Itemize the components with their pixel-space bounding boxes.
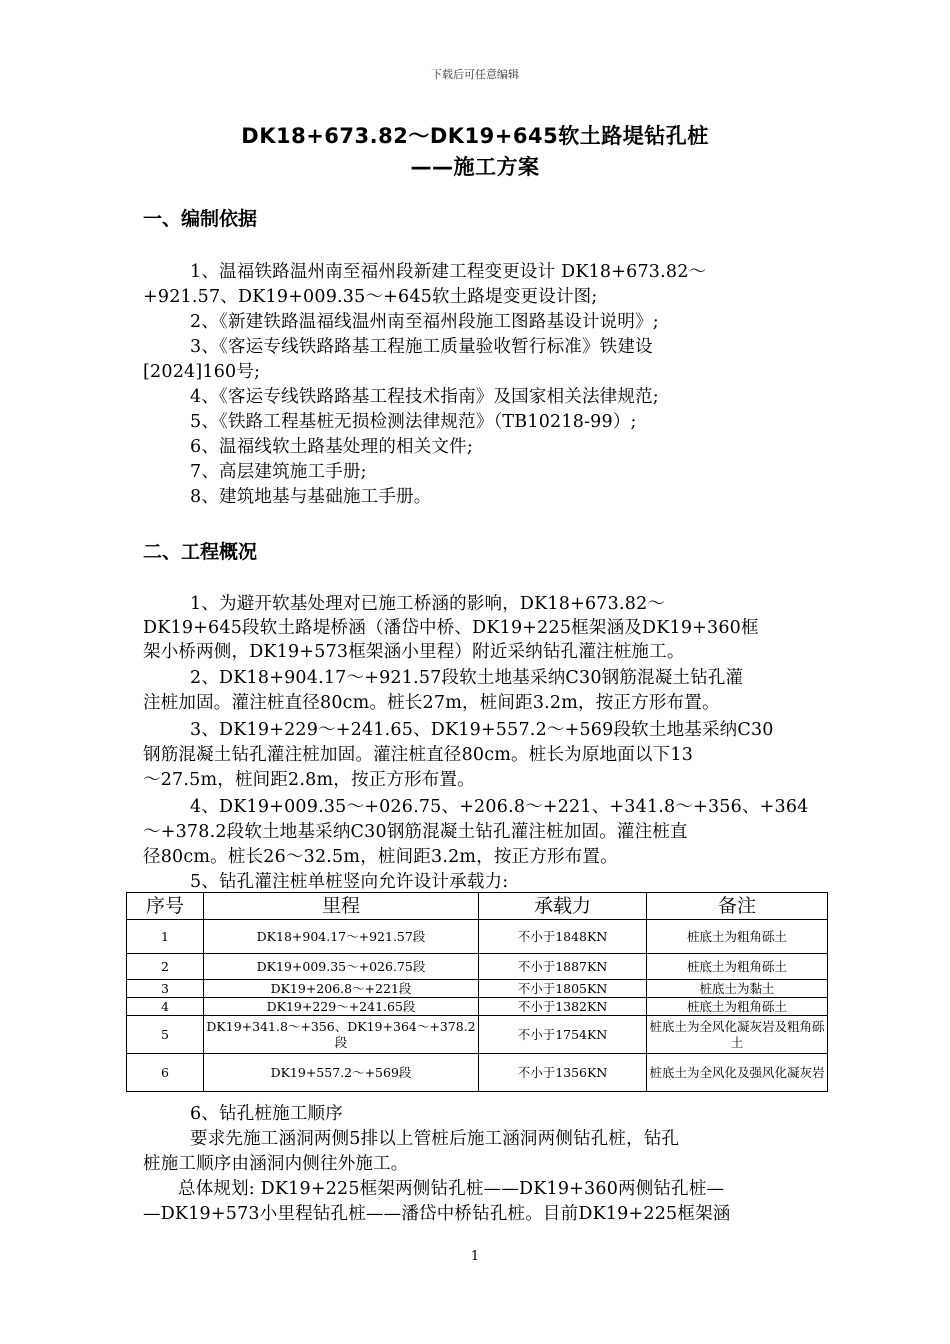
paragraph-line: 径80cm。桩长26～32.5m，桩间距3.2m，按正方形布置。: [143, 847, 618, 867]
cell-no: 6: [127, 1054, 204, 1092]
cell-mileage: DK19+557.2～+569段: [204, 1054, 479, 1092]
cell-note: 桩底土为粗角砾土: [647, 954, 828, 980]
cell-no: 2: [127, 954, 204, 980]
header-capacity: 承载力: [479, 893, 647, 920]
paragraph-line: 钢筋混凝土钻孔灌注桩加固。灌注桩直径80cm。桩长为原地面以下13: [143, 745, 694, 765]
cell-no: 4: [127, 998, 204, 1016]
table-row: [127, 980, 828, 998]
paragraph-line: 8、建筑地基与基础施工手册。: [190, 487, 432, 507]
cell-mileage: DK19+206.8～+221段: [204, 980, 479, 998]
paragraph-line: 7、高层建筑施工手册;: [190, 462, 367, 482]
paragraph-line: ～27.5m，桩间距2.8m，按正方形布置。: [143, 770, 475, 790]
cell-capacity: 不小于1887KN: [479, 954, 647, 980]
cell-capacity: 不小于1805KN: [479, 980, 647, 998]
cell-mileage: DK18+904.17～+921.57段: [204, 920, 479, 954]
paragraph-line: 1、温福铁路温州南至福州段新建工程变更设计 DK18+673.82～: [190, 262, 707, 282]
paragraph-line: 桩施工顺序由涵洞内侧往外施工。: [143, 1154, 409, 1174]
cell-capacity: 不小于1356KN: [479, 1054, 647, 1092]
paragraph-line: 6、钻孔桩施工顺序: [190, 1104, 343, 1124]
paragraph-line: 2、DK18+904.17～+921.57段软土地基采纳C30钢筋混凝土钻孔灌: [190, 668, 744, 688]
cell-no: 5: [127, 1016, 204, 1054]
paragraph-line: 要求先施工涵洞两侧5排以上管桩后施工涵洞两侧钻孔桩，钻孔: [190, 1129, 680, 1149]
cell-note: 桩底土为全风化凝灰岩及粗角砾土: [647, 1016, 828, 1054]
cell-note: 桩底土为粗角砾土: [647, 998, 828, 1016]
paragraph-line: 3、DK19+229～+241.65、DK19+557.2～+569段软土地基采纳C30: [190, 720, 774, 740]
paragraph-line: 4、《客运专线铁路路基工程技术指南》及国家相关法律规范;: [190, 387, 659, 407]
cell-mileage: DK19+341.8～+356、DK19+364～+378.2段: [204, 1016, 479, 1054]
table-row: [127, 1016, 828, 1054]
cell-no: 1: [127, 920, 204, 954]
paragraph-line: +921.57、DK19+009.35～+645软土路堤变更设计图;: [143, 287, 598, 307]
paragraph-line: 6、温福线软土路基处理的相关文件;: [190, 437, 473, 457]
cell-mileage: DK19+229～+241.65段: [204, 998, 479, 1016]
paragraph-line: 架小桥两侧，DK19+573框架涵小里程）附近采纳钻孔灌注桩施工。: [143, 642, 685, 662]
header-mileage: 里程: [204, 893, 479, 920]
header-note: 备注: [647, 893, 828, 920]
table-row: [127, 998, 828, 1016]
paragraph-line: 1、为避开软基处理对已施工桥涵的影响，DK18+673.82～: [190, 594, 666, 614]
cell-capacity: 不小于1848KN: [479, 920, 647, 954]
table-row: [127, 1054, 828, 1092]
paragraph-line: 5、钻孔灌注桩单桩竖向允许设计承载力:: [190, 872, 509, 892]
paragraph-line: ～+378.2段软土地基采纳C30钢筋混凝土钻孔灌注桩加固。灌注桩直: [143, 822, 688, 842]
paragraph-line: DK19+645段软土路堤桥涵（潘岱中桥、DK19+225框架涵及DK19+360框: [143, 618, 759, 638]
cell-capacity: 不小于1382KN: [479, 998, 647, 1016]
table-row: [127, 920, 828, 954]
document-subtitle: ——施工方案: [410, 155, 540, 179]
table-row: [127, 954, 828, 980]
page-number: 1: [470, 1249, 480, 1264]
cell-note: 桩底土为全风化及强风化凝灰岩: [647, 1054, 828, 1092]
paragraph-line: —DK19+573小里程钻孔桩——潘岱中桥钻孔桩。目前DK19+225框架涵: [143, 1204, 731, 1224]
cell-note: 桩底土为黏土: [647, 980, 828, 998]
cell-mileage: DK19+009.35～+026.75段: [204, 954, 479, 980]
paragraph-line: 4、DK19+009.35～+026.75、+206.8～+221、+341.8～+356、+364: [190, 797, 809, 817]
header-note: 下载后可任意编辑: [431, 68, 519, 81]
paragraph-line: 2、《新建铁路温福线温州南至福州段施工图路基设计说明》;: [190, 312, 659, 332]
cell-no: 3: [127, 980, 204, 998]
paragraph-line: 注桩加固。灌注桩直径80cm。桩长27m，桩间距3.2m，按正方形布置。: [143, 693, 720, 713]
paragraph-line: 3、《客运专线铁路路基工程施工质量验收暂行标准》铁建设: [190, 337, 653, 357]
header-no: 序号: [127, 893, 204, 920]
table-header-row: [127, 893, 828, 920]
section-heading-overview: 二、工程概况: [143, 541, 258, 563]
cell-note: 桩底土为粗角砾土: [647, 920, 828, 954]
paragraph-line: [2024]160号;: [143, 362, 261, 382]
paragraph-line: 总体规划: DK19+225框架两侧钻孔桩——DK19+360两侧钻孔桩—: [178, 1179, 725, 1199]
section-heading-basis: 一、编制依据: [143, 208, 258, 230]
bearing-capacity-table: [126, 892, 828, 1092]
cell-capacity: 不小于1754KN: [479, 1016, 647, 1054]
paragraph-line: 5、《铁路工程基桩无损检测法律规范》（TB10218-99）;: [190, 412, 637, 432]
document-title: DK18+673.82～DK19+645软土路堤钻孔桩: [241, 124, 709, 148]
